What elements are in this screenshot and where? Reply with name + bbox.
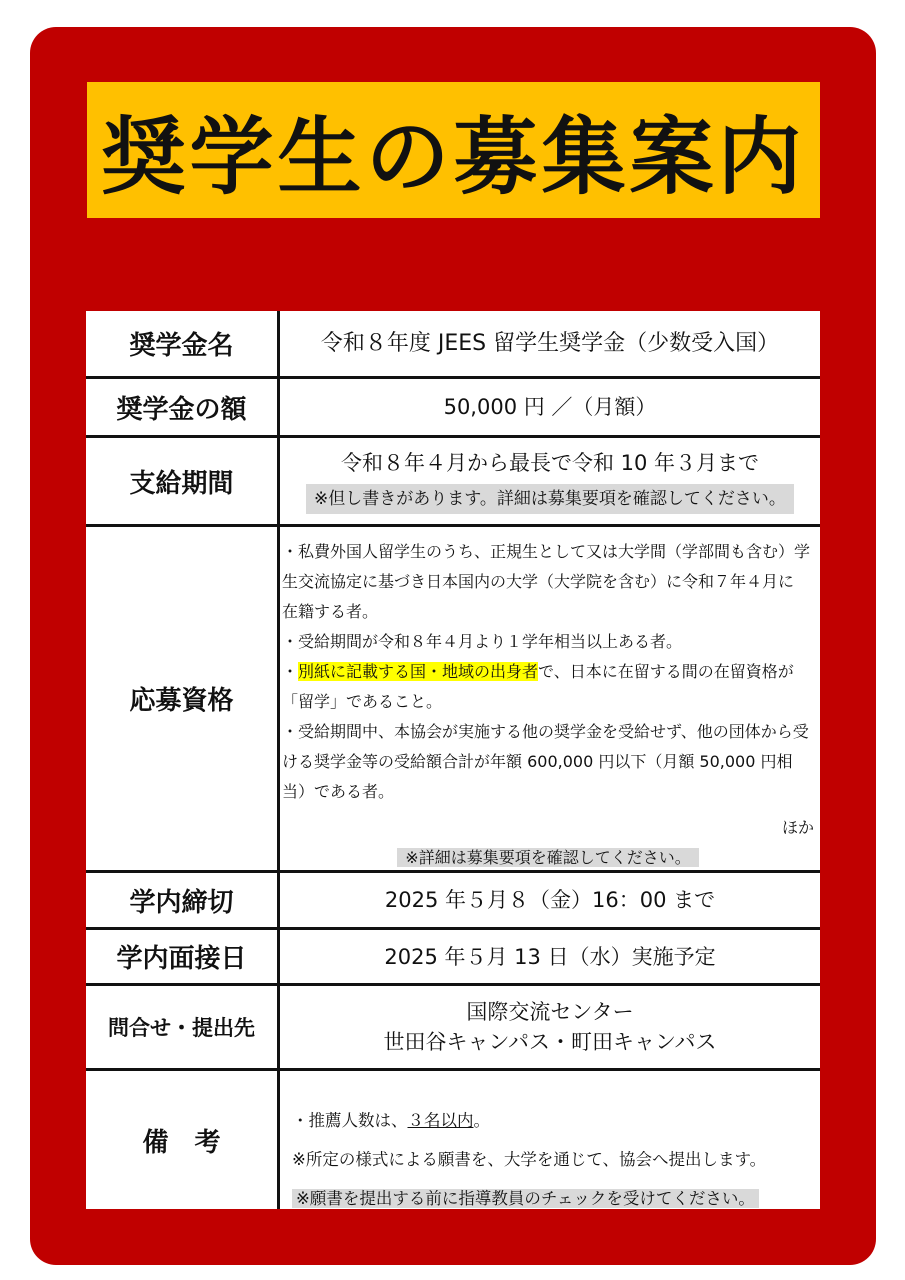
row-deadline: [86, 873, 820, 930]
deadline-text: 2025 年５月８（金）16：00 まで: [384, 888, 716, 912]
label-period: 支給期間: [86, 438, 280, 524]
row-period: [86, 438, 820, 527]
page-title: 奨学生の募集案内: [101, 107, 806, 206]
eligibility-text: [282, 537, 814, 873]
bullet: ・: [282, 662, 299, 681]
row-contact: [86, 986, 820, 1071]
period-note: ※但し書きがあります。詳細は募集要項を確認してください。: [306, 484, 794, 514]
label-contact: 問合せ・提出先: [86, 986, 280, 1068]
eligibility-line: ・私費外国人留学生のうち、正規生として又は大学間（学部間も含む）学: [282, 542, 811, 561]
eligibility-line: ・受給期間が令和８年４月より１学年相当以上ある者。: [282, 632, 683, 651]
value-interview: [280, 930, 820, 983]
remarks-text: [292, 1101, 810, 1218]
eligibility-line: 生交流協定に基づき日本国内の大学（大学院を含む）に令和７年４月に: [282, 572, 795, 591]
remarks-suffix: 。: [473, 1111, 490, 1130]
info-table: [86, 311, 820, 1209]
label-remarks: 備 考: [86, 1071, 280, 1209]
amount-text: 50,000 円 ／（月額）: [443, 395, 657, 419]
value-period: [280, 438, 820, 524]
label-amount: 奨学金の額: [86, 379, 280, 435]
contact-line-2: 世田谷キャンパス・町田キャンパス: [383, 1030, 717, 1054]
value-contact: [280, 986, 820, 1068]
label-scholarship-name: 奨学金名: [86, 311, 280, 376]
eligibility-line-suffix: で、日本に在留する間の在留資格が: [538, 662, 794, 681]
value-amount: [280, 379, 820, 435]
eligibility-line: 在籍する者。: [282, 602, 379, 621]
eligibility-note-wrap: [282, 843, 814, 873]
eligibility-line: ・受給期間中、本協会が実施する他の奨学金を受給せず、他の団体から受: [282, 722, 809, 741]
row-amount: [86, 379, 820, 438]
highlighted-countries: 別紙に記載する国・地域の出身者: [298, 662, 539, 681]
value-scholarship-name: [280, 311, 820, 376]
eligibility-line: 当）である者。: [282, 782, 395, 801]
contact-line-1: 国際交流センター: [466, 1000, 634, 1024]
row-scholarship-name: [86, 311, 820, 379]
row-remarks: [86, 1071, 820, 1209]
title-banner: [87, 82, 820, 218]
scholarship-name-text: 令和８年度 JEES 留学生奨学金（少数受入国）: [320, 330, 780, 356]
label-deadline: 学内締切: [86, 873, 280, 927]
remarks-line-3-wrap: [292, 1179, 810, 1218]
interview-text: 2025 年５月 13 日（水）実施予定: [384, 944, 716, 969]
recommend-count: ３名以内: [407, 1111, 474, 1130]
eligibility-etc: ほか: [781, 818, 814, 837]
row-eligibility: [86, 527, 820, 873]
eligibility-line: 「留学」であること。: [282, 692, 443, 711]
value-deadline: [280, 873, 820, 927]
period-text: 令和８年４月から最長で令和 10 年３月まで: [340, 451, 760, 475]
remarks-line-1: [292, 1101, 810, 1140]
remarks-line-3: ※願書を提出する前に指導教員のチェックを受けてください。: [292, 1189, 759, 1208]
label-eligibility: 応募資格: [86, 527, 280, 870]
eligibility-note: ※詳細は募集要項を確認してください。: [397, 848, 698, 867]
row-interview: [86, 930, 820, 986]
remarks-prefix: ・推薦人数は、: [292, 1111, 408, 1130]
eligibility-line: ける奨学金等の受給額合計が年額 600,000 円以下（月額 50,000 円相: [282, 752, 793, 771]
eligibility-line-highlighted: [282, 657, 814, 687]
label-interview: 学内面接日: [86, 930, 280, 983]
remarks-line-2: ※所定の様式による願書を、大学を通じて、協会へ提出します。: [292, 1150, 767, 1169]
